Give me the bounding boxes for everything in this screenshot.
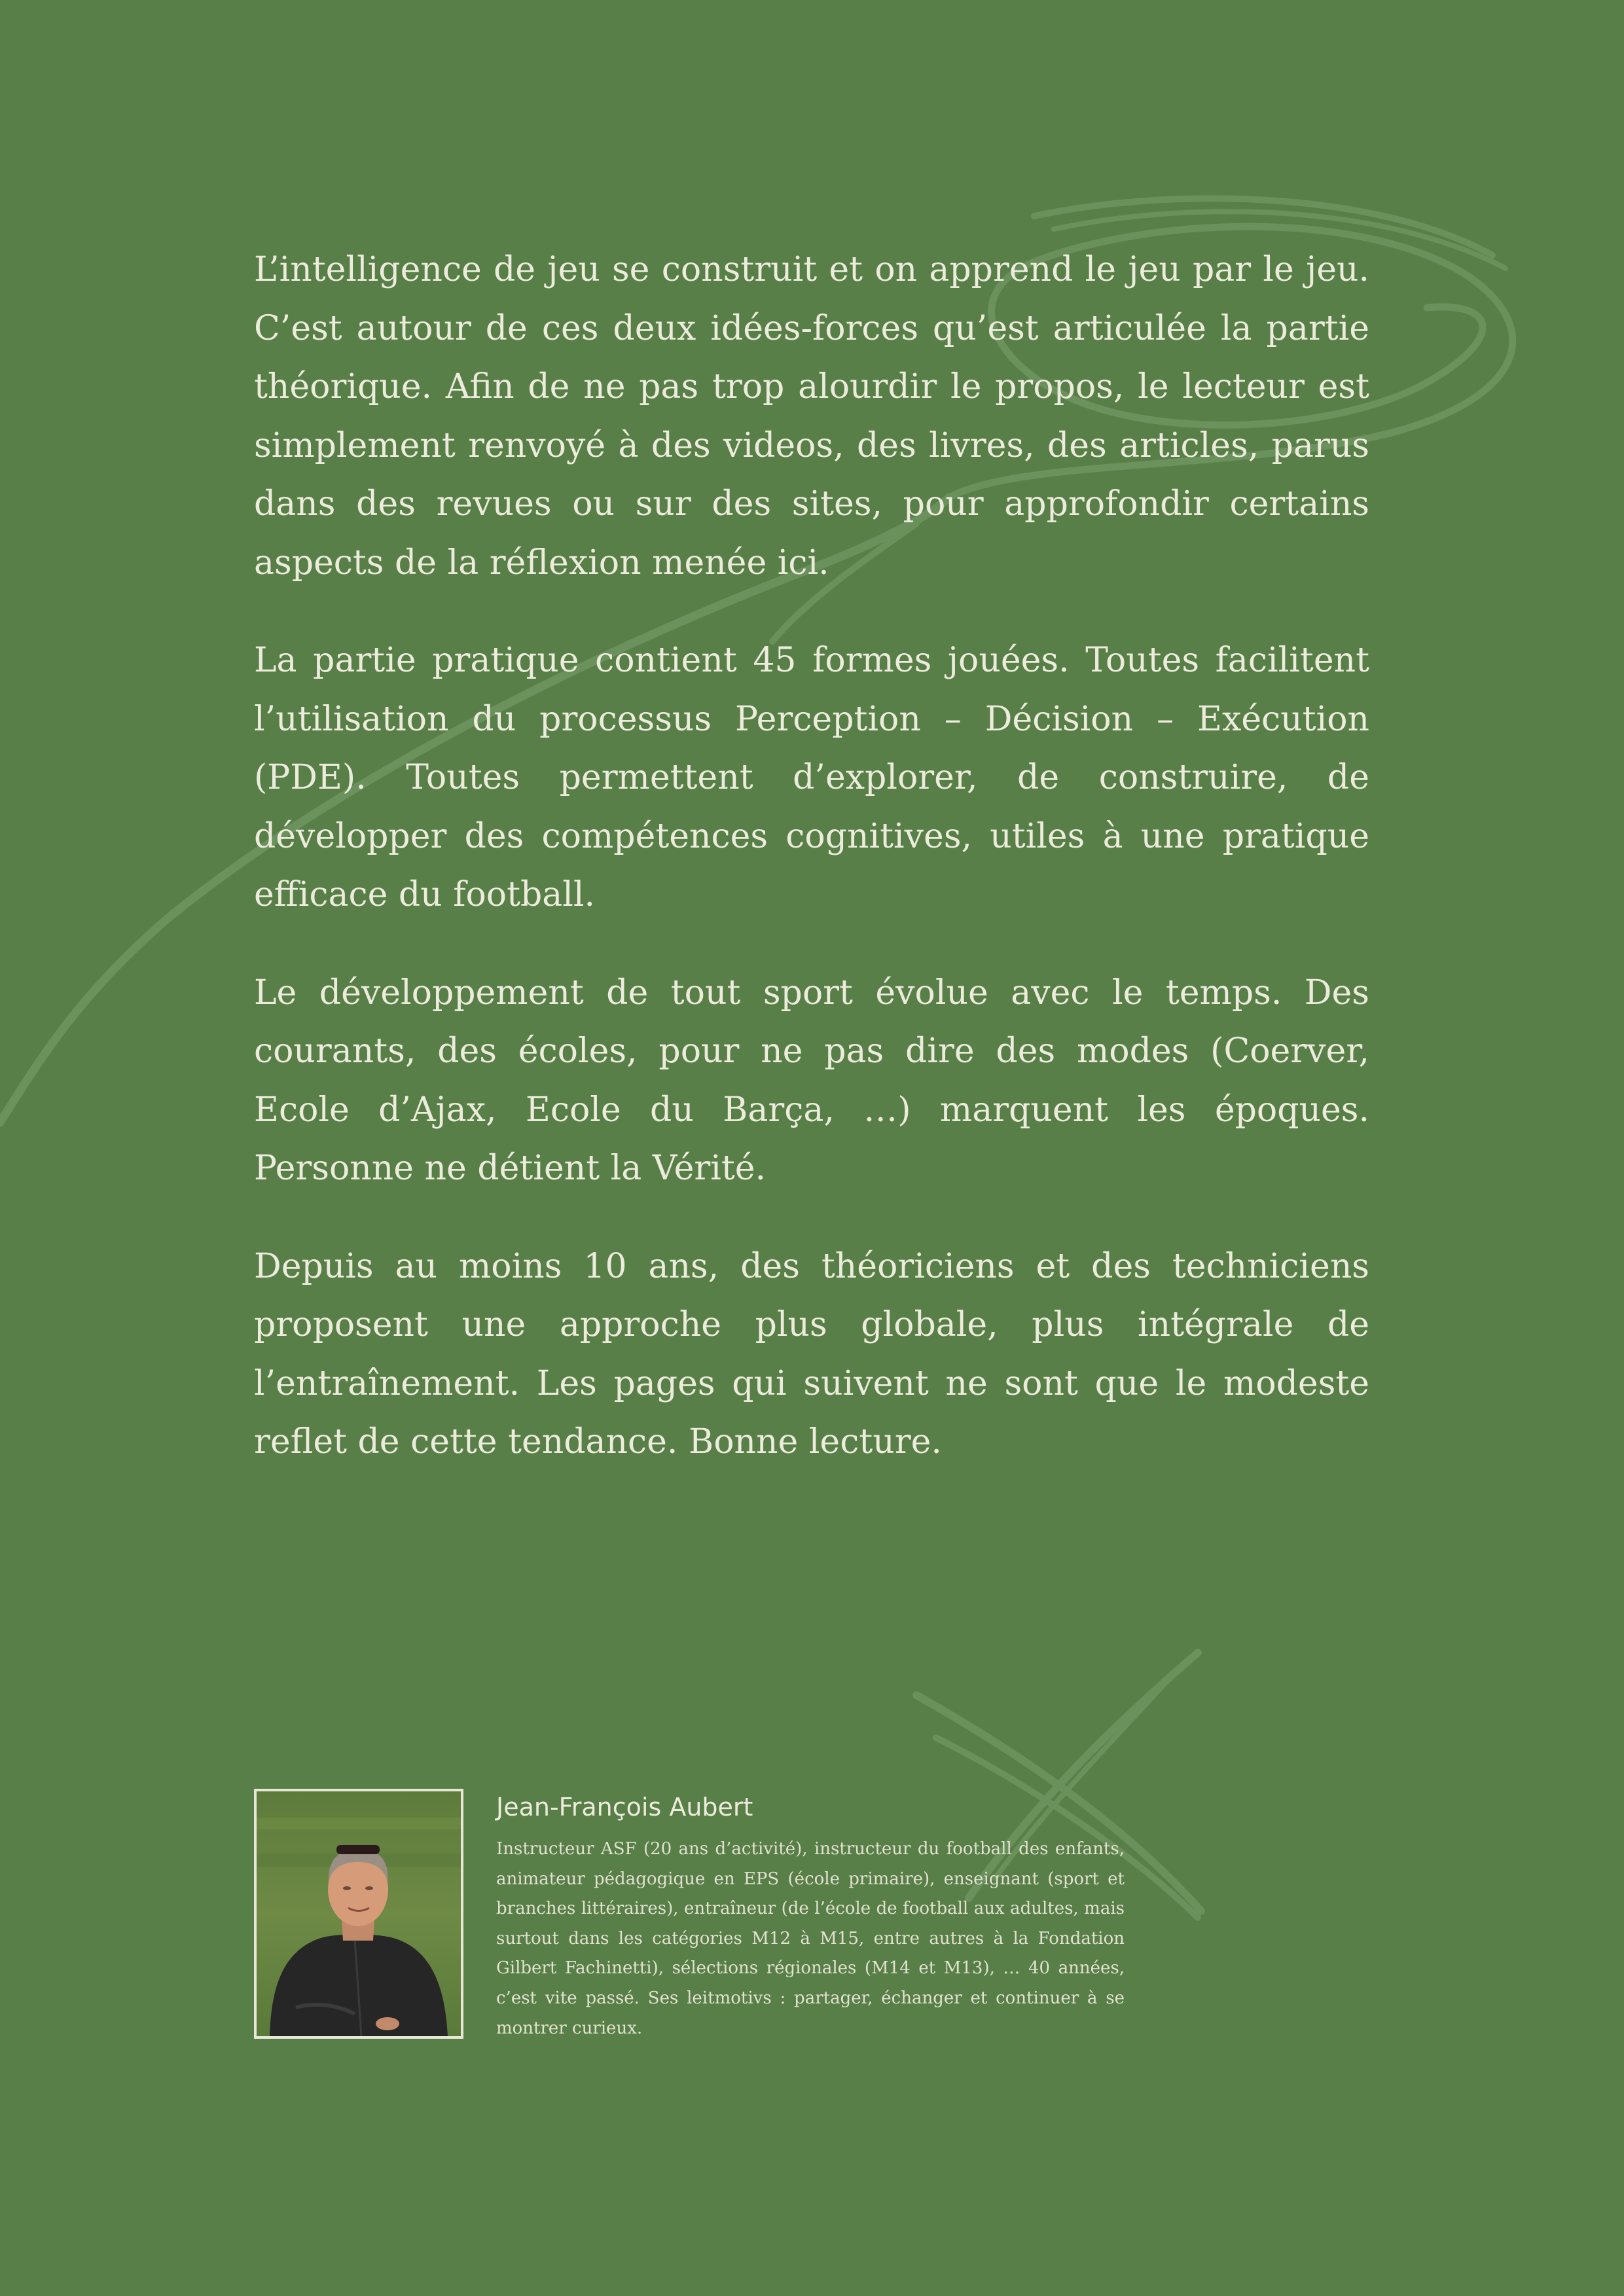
author-photo xyxy=(254,1789,463,2039)
paragraph-4: Depuis au moins 10 ans, des théoriciens et des techniciens proposent une approche plus globale, plus intégrale de l’entraînement. Les pages qui suivent ne sont que le modeste reflet de cette tendance. Bonne lecture. xyxy=(254,1246,1369,1462)
paragraph-3: Le développement de tout sport évolue avec le temps. Des courants, des écoles, pour ne pas dire des modes (Coerver, Ecole d’Ajax, Ecole du Barça, …) marquent les époques. Personne ne détient la Vérité. xyxy=(254,973,1369,1188)
author-name: Jean-François Aubert xyxy=(496,1793,753,1821)
back-cover-text xyxy=(254,241,1369,1511)
author-bio: Instructeur ASF (20 ans d’activité), instructeur du football des enfants, animateur pédagogique en EPS (école primaire), enseignant (sport et branches littéraires), entraîneur (de l’école de football aux adultes, mais surtout dans les catégories M12 à M15, entre autres à la Fondation Gilbert Fachinetti), sélections régionales (M14 et M13), … 40 années, c’est vite passé. Ses leitmotivs : partager, échanger et continuer à se montrer curieux. xyxy=(496,1839,1125,2038)
author-block xyxy=(254,1789,1125,2037)
author-portrait-image xyxy=(257,1791,461,2036)
paragraph-2: La partie pratique contient 45 formes jouées. Toutes facilitent l’utilisation du processus Perception – Décision – Exécution (PDE). Toutes permettent d’explorer, de construire, de développer des compétences cognitives, utiles à une pratique efficace du football. xyxy=(254,641,1369,914)
paragraph-1: L’intelligence de jeu se construit et on apprend le jeu par le jeu. C’est autour de ces deux idées-forces qu’est articulée la partie théorique. Afin de ne pas trop alourdir le propos, le lecteur est simplement renvoyé à des videos, des livres, des articles, parus dans des revues ou sur des sites, pour approfondir certains aspects de la réflexion menée ici. xyxy=(254,250,1369,583)
